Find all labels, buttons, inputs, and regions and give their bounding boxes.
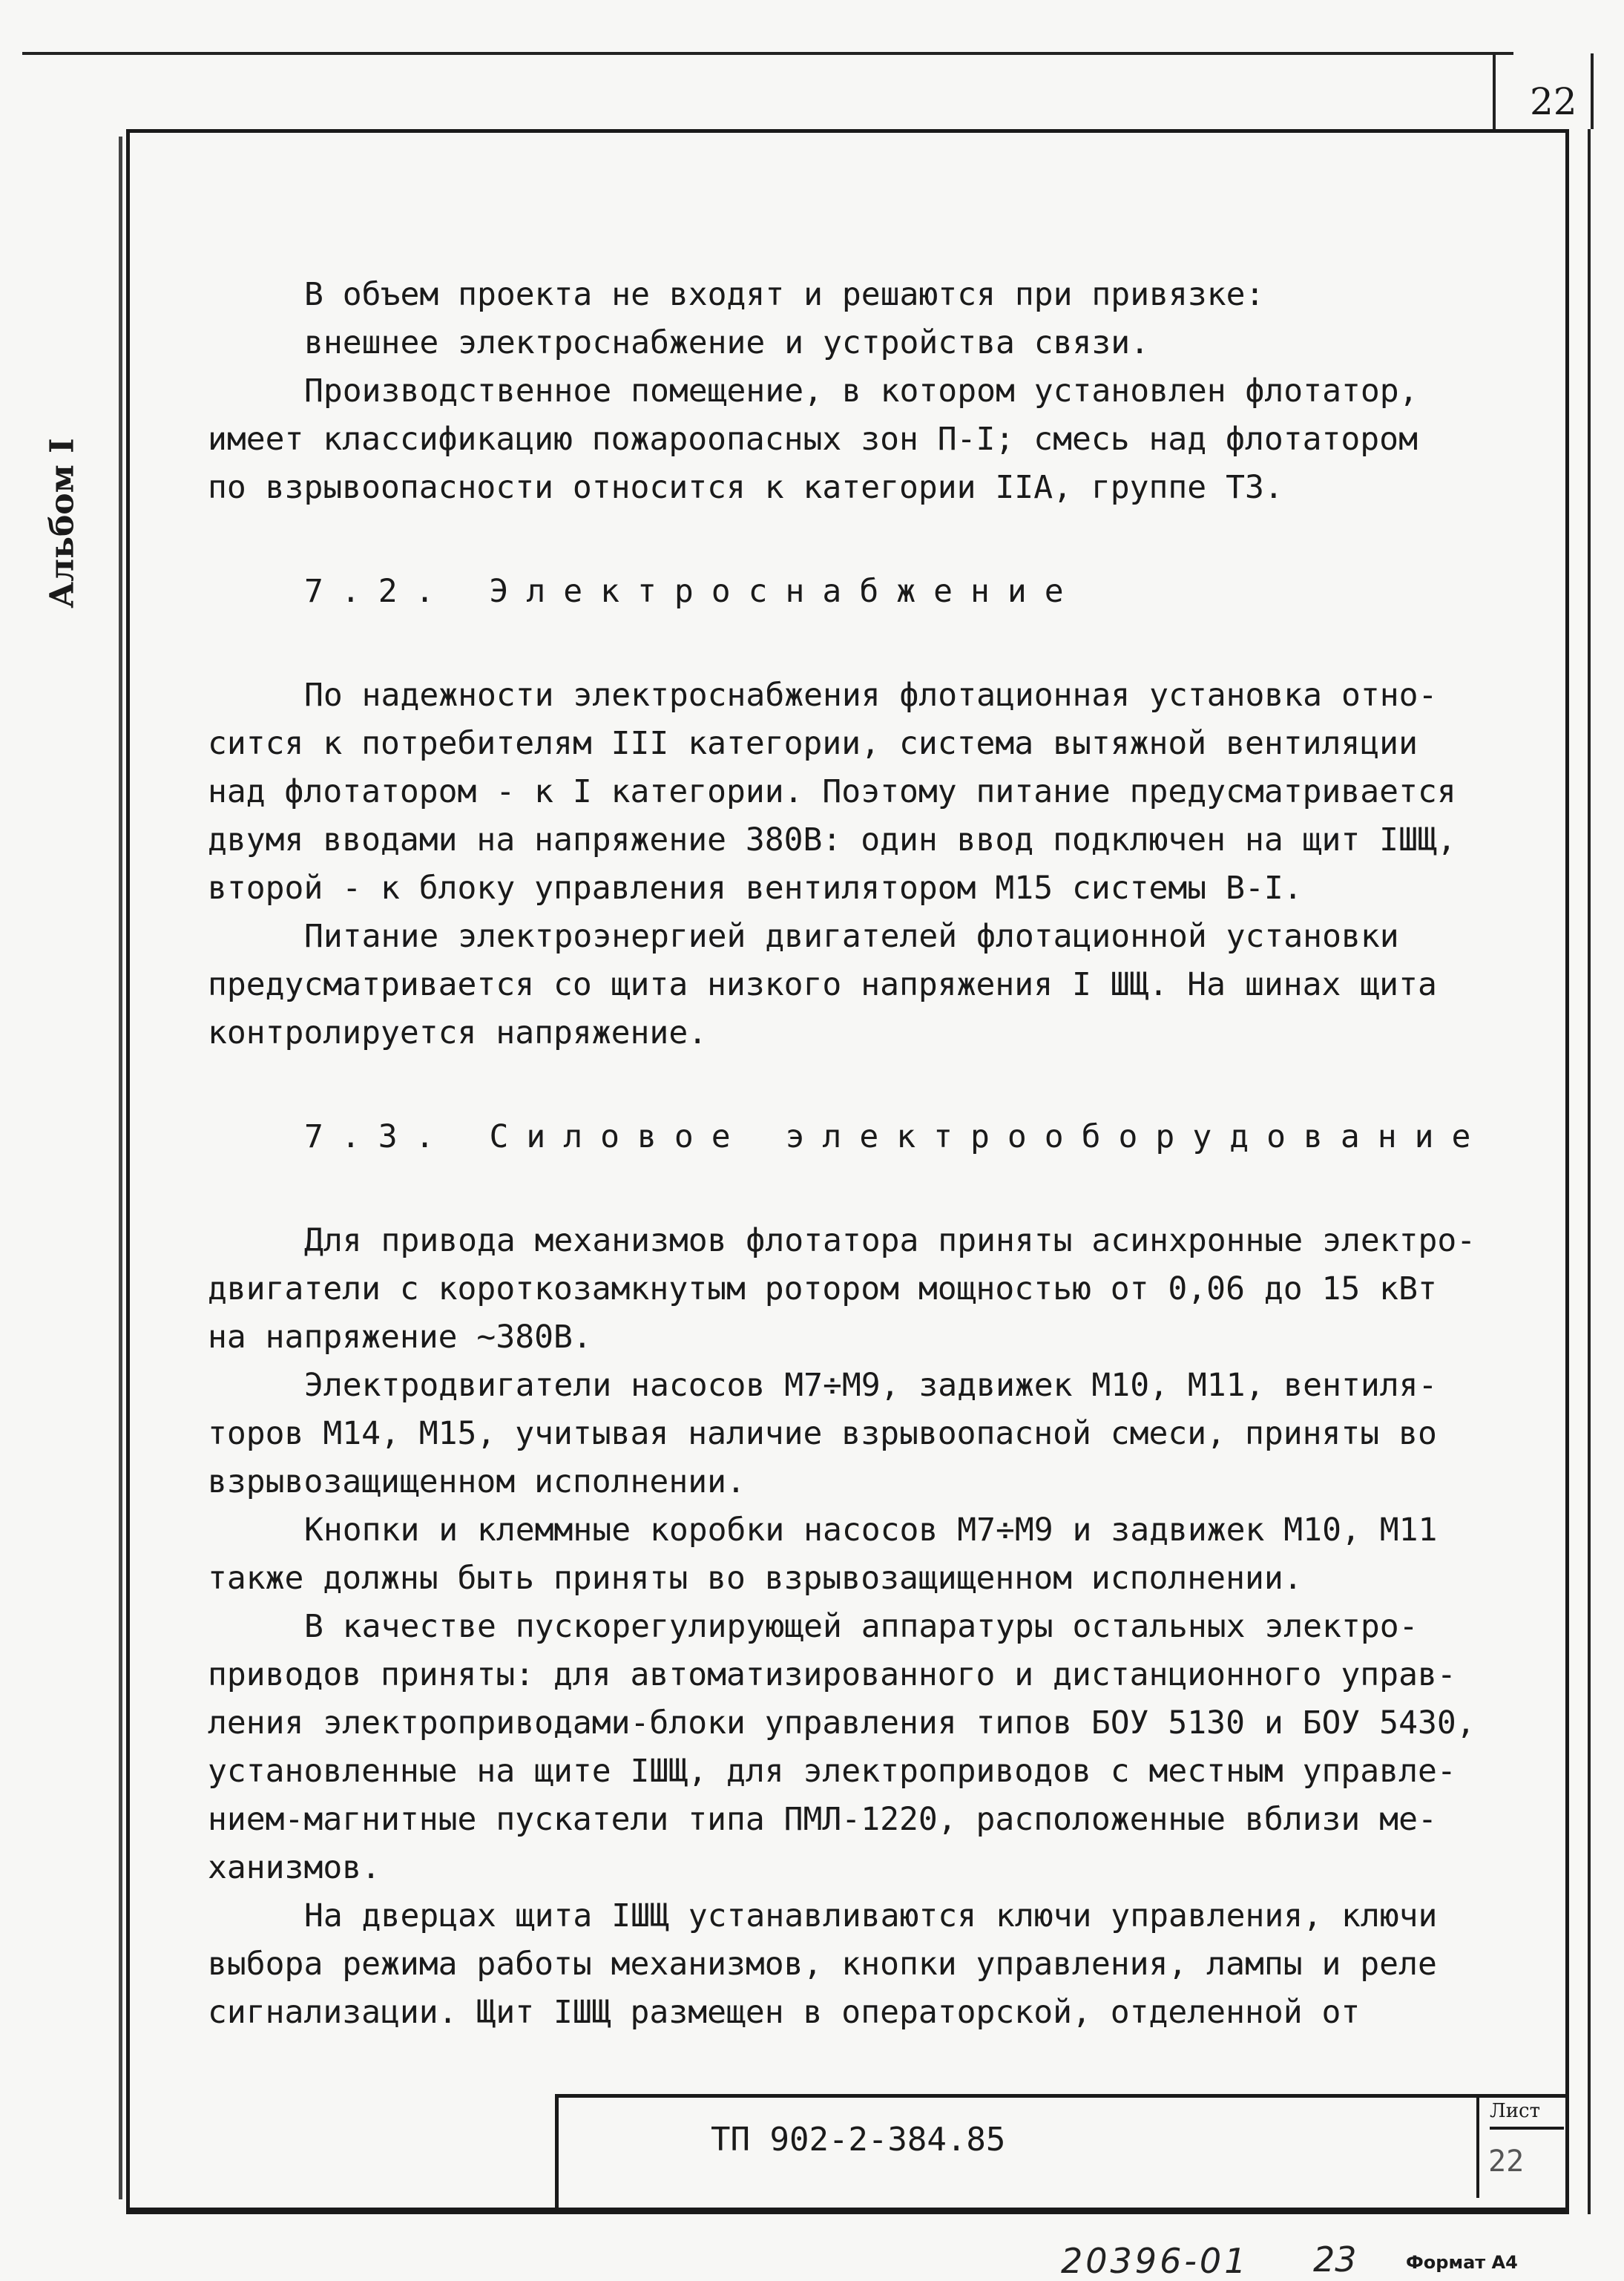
paragraph-gap bbox=[208, 1057, 1536, 1113]
text-line: ханизмов. bbox=[208, 1849, 381, 1886]
text-line: В объем проекта не входят и решаются при привязке: bbox=[304, 276, 1265, 313]
bottom-rule bbox=[130, 2208, 1569, 2212]
text-line: двигатели с короткозамкнутым ротором мощностью от 0,06 до 15 кВт bbox=[208, 1270, 1437, 1307]
sheet-number: 22 bbox=[1488, 2144, 1525, 2179]
text-line: предусматривается со щита низкого напряжения I ШЩ. На шинах щита bbox=[208, 966, 1437, 1003]
text-line: выбора режима работы механизмов, кнопки управления, лампы и реле bbox=[208, 1946, 1437, 1983]
text-line: Кнопки и клеммные коробки насосов М7÷М9 и задвижек М10, М11 bbox=[304, 1512, 1438, 1549]
section-heading: 7.3. Силовое электрооборудование bbox=[304, 1118, 1489, 1155]
text-line: По надежности электроснабжения флотационная установка отно- bbox=[304, 677, 1438, 714]
text-line: второй - к блоку управления вентилятором М15 системы В-I. bbox=[208, 870, 1303, 907]
paragraph-gap bbox=[208, 616, 1536, 672]
text-line: контролируется напряжение. bbox=[208, 1014, 708, 1051]
text-line: сится к потребителям III категории, система вытяжной вентиляции bbox=[208, 725, 1418, 762]
text-line: ления электроприводами-блоки управления типов БОУ 5130 и БОУ 5430, bbox=[208, 1704, 1476, 1742]
text-line: Электродвигатели насосов М7÷М9, задвижек М10, М11, вентиля- bbox=[304, 1367, 1438, 1404]
title-block bbox=[555, 2094, 1569, 2214]
text-line: На дверцах щита IШЩ устанавливаются ключи управления, ключи bbox=[304, 1897, 1438, 1934]
handwritten-code: 20396-01 bbox=[1061, 2241, 1249, 2281]
text-line: по взрывоопасности относится к категории IIА, группе Т3. bbox=[208, 469, 1283, 506]
text-line: также должны быть приняты во взрывозащищенном исполнении. bbox=[208, 1560, 1303, 1597]
paragraph-gap bbox=[208, 1161, 1536, 1217]
body-text bbox=[208, 271, 1536, 2037]
text-line: Производственное помещение, в котором установлен флотатор, bbox=[304, 372, 1418, 410]
sheet-label: Лист bbox=[1490, 2100, 1564, 2130]
text-line: Питание электроэнергией двигателей флотационной установки bbox=[304, 918, 1399, 955]
text-line: приводов приняты: для автоматизированного и дистанционного управ- bbox=[208, 1656, 1456, 1693]
text-line: двумя вводами на напряжение 380В: один ввод подключен на щит IШЩ, bbox=[208, 821, 1456, 859]
text-line: имеет классификацию пожароопасных зон П-I; смесь над флотатором bbox=[208, 421, 1418, 458]
frame-left-shadow bbox=[119, 137, 122, 2199]
document-code: ТП 902-2-384.85 bbox=[711, 2121, 1006, 2159]
handwritten-number: 23 bbox=[1313, 2239, 1357, 2280]
text-line: В качестве пускорегулирующей аппаратуры остальных электро- bbox=[304, 1608, 1418, 1645]
text-line: взрывозащищенном исполнении. bbox=[208, 1463, 746, 1500]
section-heading: 7.2. Электроснабжение bbox=[304, 573, 1082, 610]
format-label: Формат А4 bbox=[1406, 2252, 1518, 2273]
right-rule bbox=[1588, 129, 1591, 2214]
paragraph-gap bbox=[208, 512, 1536, 568]
text-line: сигнализации. Щит IШЩ размещен в операторской, отделенной от bbox=[208, 1994, 1361, 2031]
text-line: Для привода механизмов флотатора приняты асинхронные электро- bbox=[304, 1222, 1476, 1259]
text-line: торов М14, М15, учитывая наличие взрывоопасной смеси, приняты во bbox=[208, 1415, 1437, 1452]
text-line: установленные на щите IШЩ, для электроприводов с местным управле- bbox=[208, 1753, 1456, 1790]
top-rule bbox=[22, 52, 1513, 55]
text-line: над флотатором - к I категории. Поэтому питание предусматривается bbox=[208, 773, 1456, 810]
text-line: внешнее электроснабжение и устройства связи. bbox=[304, 324, 1150, 361]
text-line: на напряжение ~380В. bbox=[208, 1319, 592, 1356]
text-line: нием-магнитные пускатели типа ПМЛ-1220, расположенные вблизи ме- bbox=[208, 1801, 1437, 1838]
page-number: 22 bbox=[1530, 80, 1577, 123]
album-label: Альбом I bbox=[43, 438, 82, 608]
